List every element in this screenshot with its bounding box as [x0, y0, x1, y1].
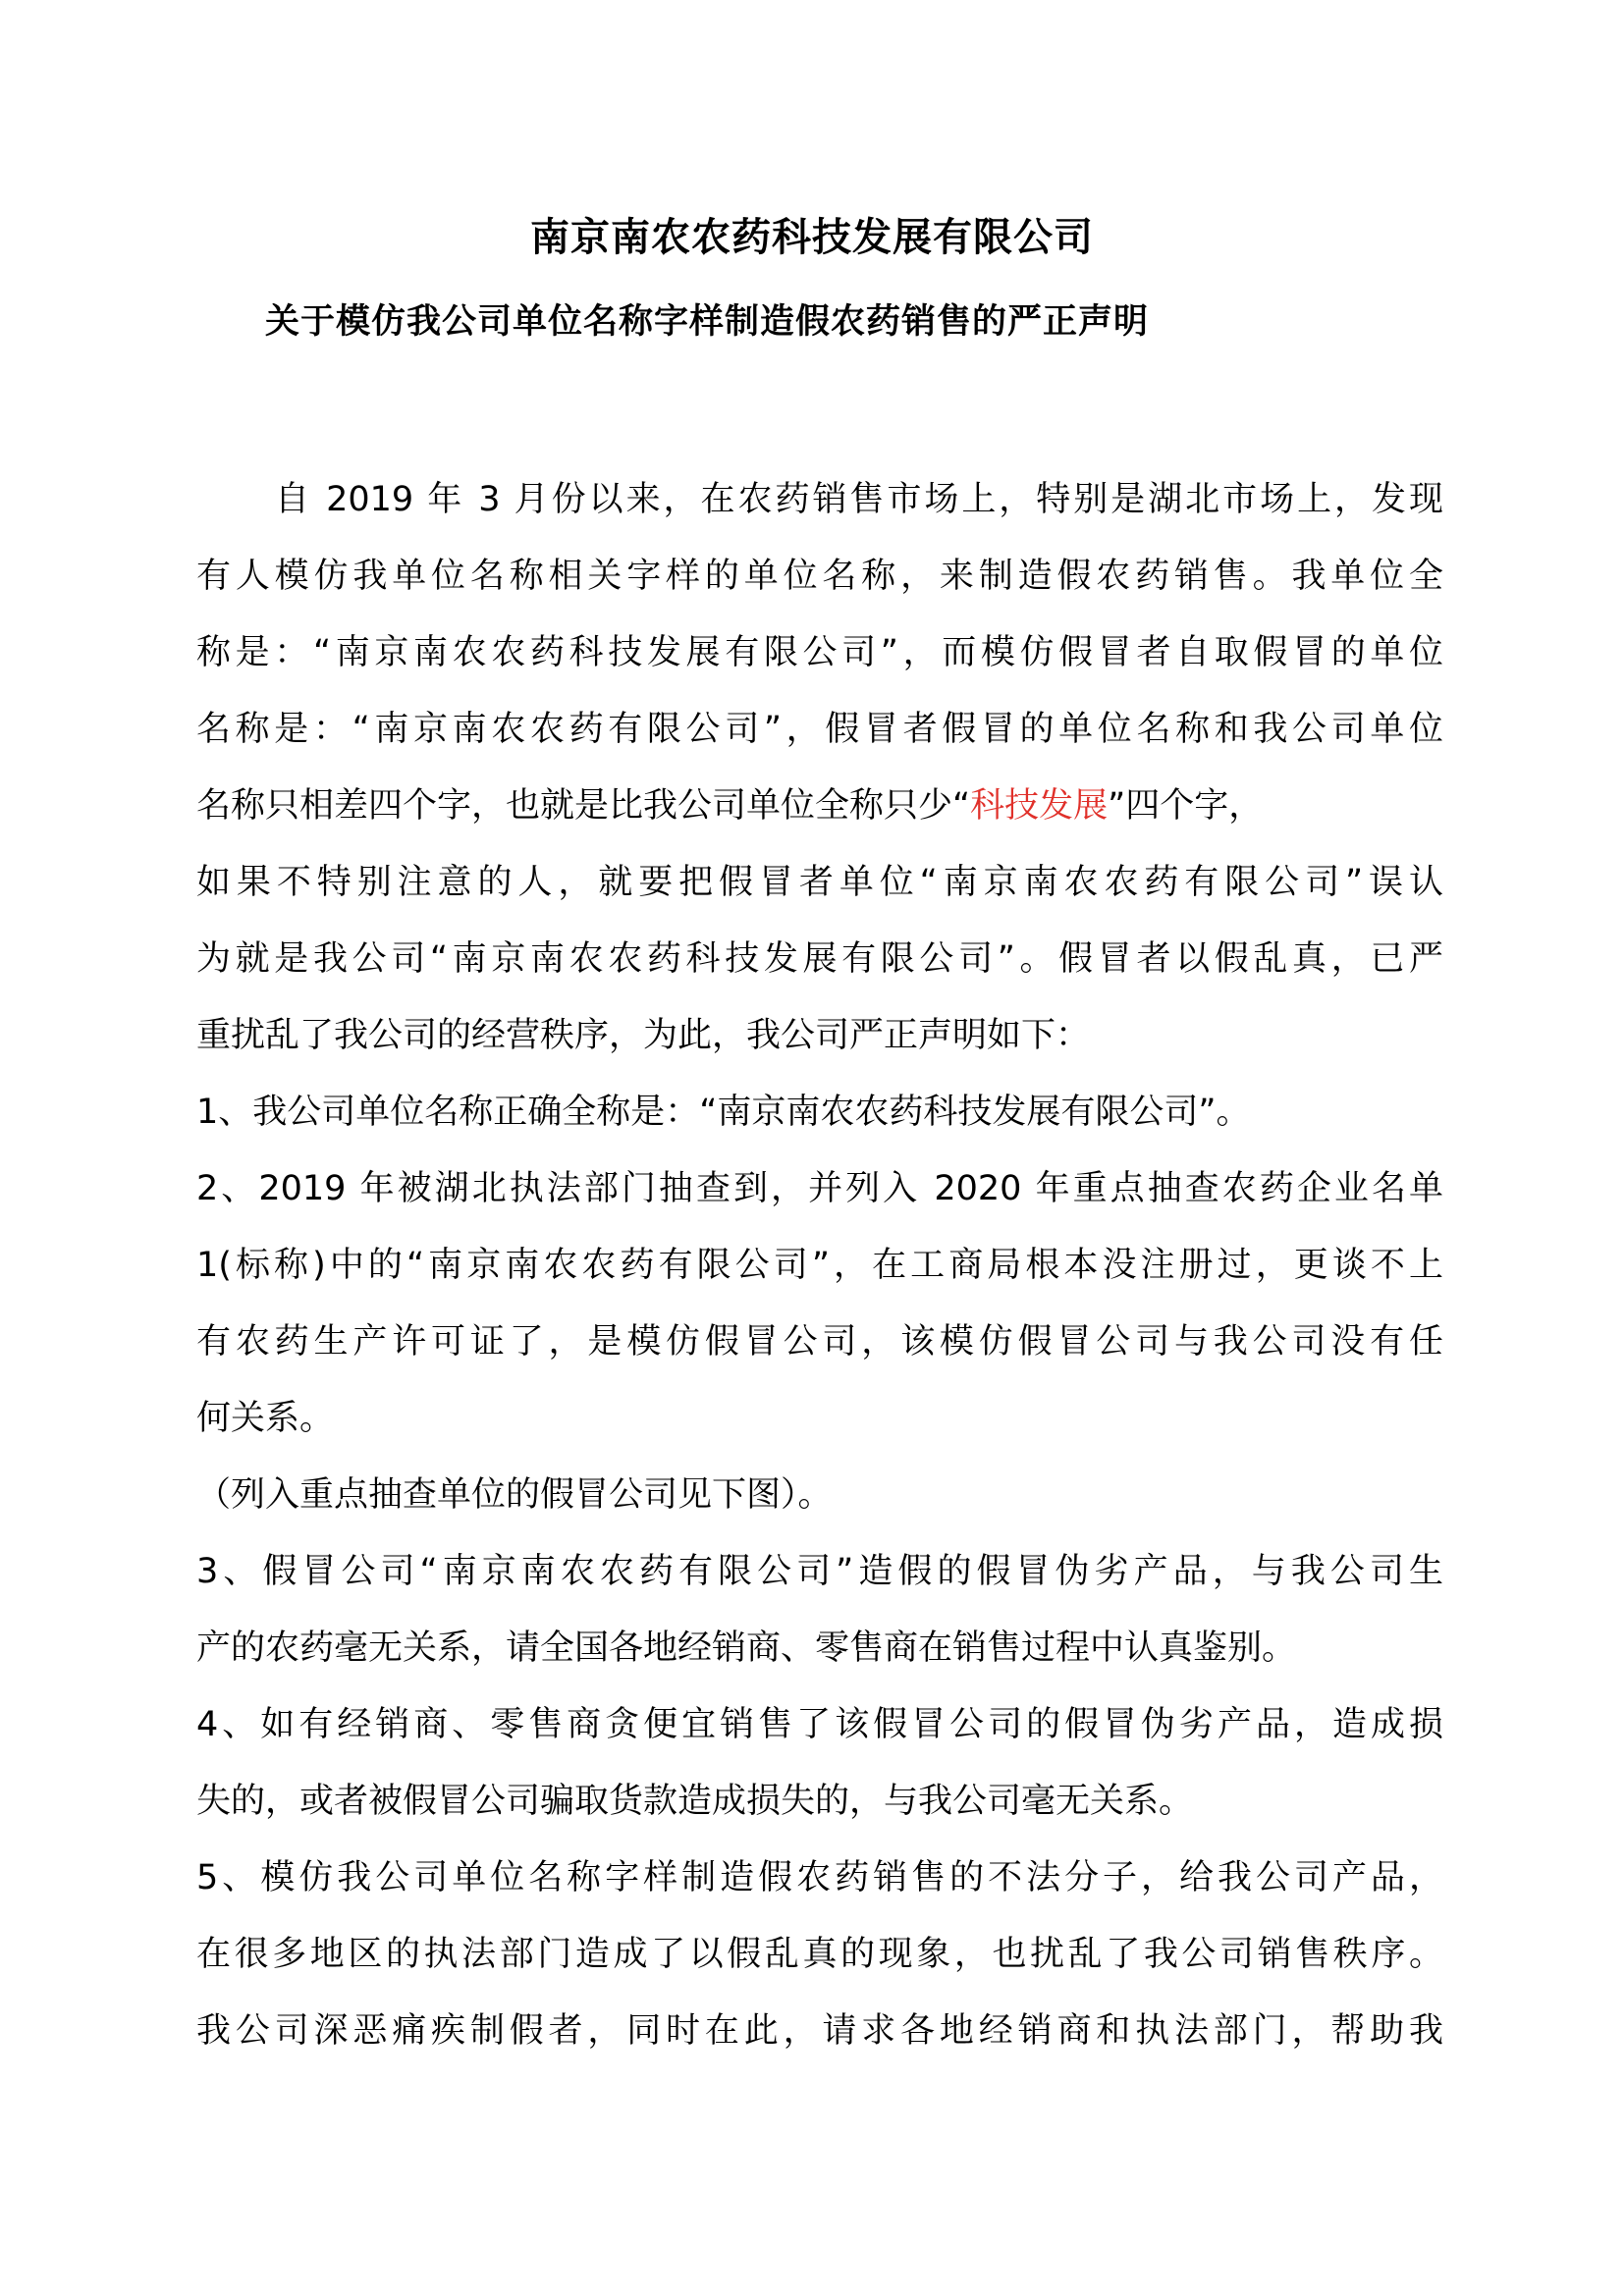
- body-line-text-after: ”四个字，: [1108, 786, 1264, 826]
- body-line-text-before: 名称只相差四个字，也就是比我公司单位全称只少“: [196, 786, 971, 826]
- list-item-1: 1、我公司单位名称正确全称是：“南京南农农药科技发展有限公司”。: [196, 1093, 1251, 1132]
- body-line: 为就是我公司“南京南农农药科技发展有限公司”。假冒者以假乱真，已严: [196, 939, 1443, 979]
- body-line: 1(标称)中的“南京南农农药有限公司”，在工商局根本没注册过，更谈不上: [196, 1246, 1443, 1285]
- body-line: 自 2019 年 3 月份以来，在农药销售市场上，特别是湖北市场上，发现: [275, 480, 1443, 519]
- document-title: 南京南农农药科技发展有限公司: [530, 215, 1094, 260]
- list-item-5: 5、模仿我公司单位名称字样制造假农药销售的不法分子，给我公司产品，: [196, 1858, 1443, 1897]
- document-subtitle: 关于模仿我公司单位名称字样制造假农药销售的严正声明: [265, 302, 1150, 342]
- body-line: 称是：“南京南农农药科技发展有限公司”，而模仿假冒者自取假冒的单位: [196, 633, 1443, 672]
- body-line: 何关系。: [196, 1399, 335, 1438]
- body-line: 名称是：“南京南农农药有限公司”，假冒者假冒的单位名称和我公司单位: [196, 710, 1443, 749]
- highlighted-phrase: 科技发展: [970, 786, 1109, 826]
- body-line: 有农药生产许可证了，是模仿假冒公司，该模仿假冒公司与我公司没有任: [196, 1322, 1443, 1362]
- body-line: 我公司深恶痛疾制假者，同时在此，请求各地经销商和执法部门，帮助我: [196, 2011, 1443, 2051]
- body-line: 在很多地区的执法部门造成了以假乱真的现象，也扰乱了我公司销售秩序。: [196, 1935, 1443, 1974]
- list-item-3: 3、假冒公司“南京南农农药有限公司”造假的假冒伪劣产品，与我公司生: [196, 1552, 1443, 1591]
- list-item-2: 2、2019 年被湖北执法部门抽查到，并列入 2020 年重点抽查农药企业名单: [196, 1169, 1443, 1208]
- body-line: 如果不特别注意的人，就要把假冒者单位“南京南农农药有限公司”误认: [196, 863, 1443, 902]
- body-line-note: （列入重点抽查单位的假冒公司见下图）。: [196, 1475, 833, 1515]
- body-line: 重扰乱了我公司的经营秩序，为此，我公司严正声明如下：: [196, 1016, 1091, 1055]
- body-line: 产的农药毫无关系，请全国各地经销商、零售商在销售过程中认真鉴别。: [196, 1629, 1297, 1668]
- list-item-4: 4、如有经销商、零售商贪便宜销售了该假冒公司的假冒伪劣产品，造成损: [196, 1705, 1443, 1744]
- body-line-with-highlight: [196, 768, 1443, 844]
- document-body: [196, 461, 1443, 2069]
- body-line: 失的，或者被假冒公司骗取货款造成损失的，与我公司毫无关系。: [196, 1782, 1194, 1821]
- body-line: 有人模仿我单位名称相关字样的单位名称，来制造假农药销售。我单位全: [196, 557, 1443, 596]
